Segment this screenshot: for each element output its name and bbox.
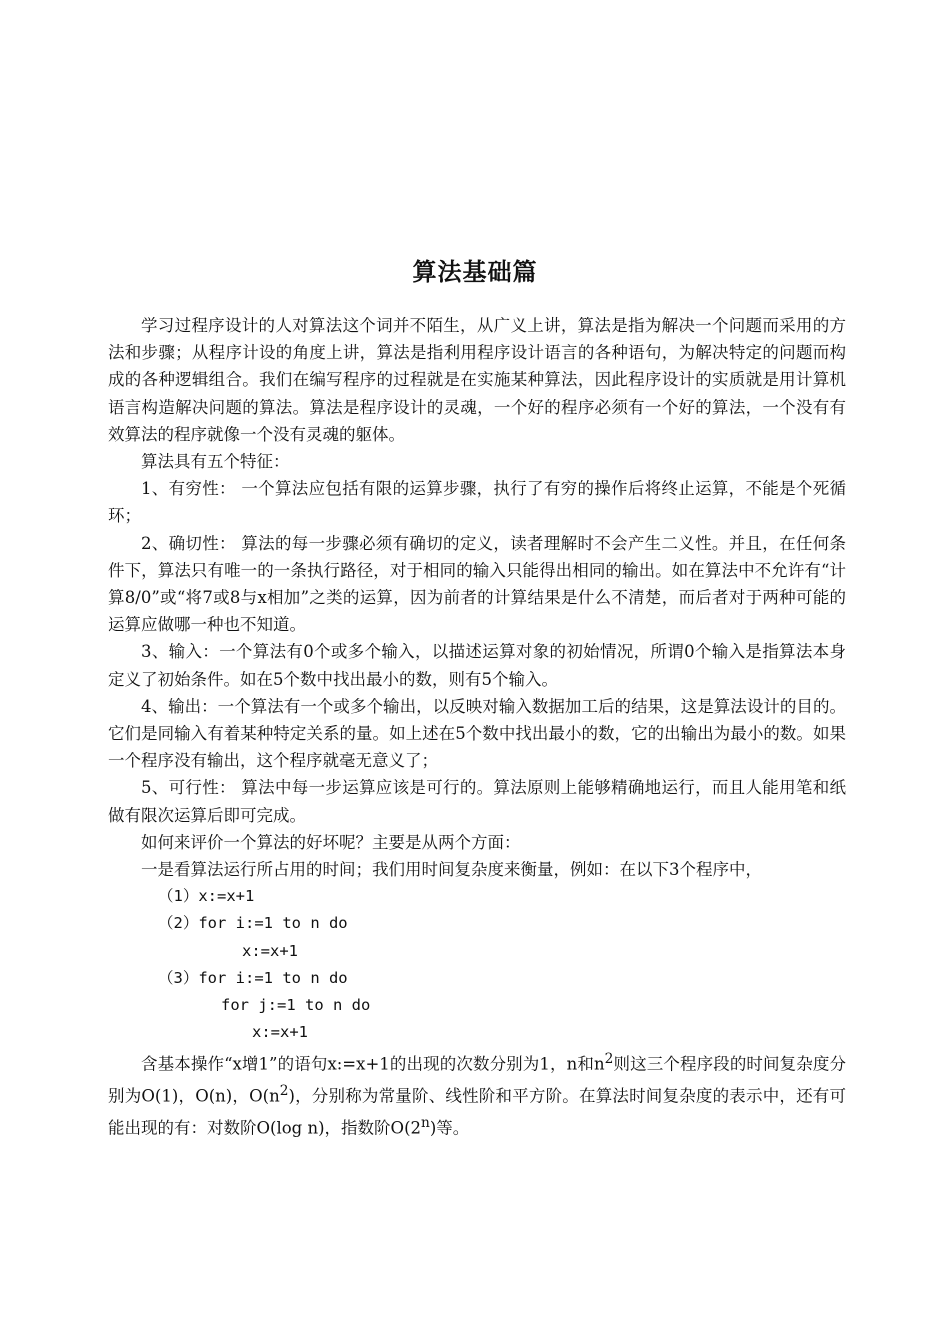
paragraph-feature-input: 3、输入：一个算法有0个或多个输入，以描述运算对象的初始情况，所谓0个输入是指算法本身定义了初始条件。如在5个数中找出最小的数，则有5个输入。 <box>108 642 846 689</box>
text-segment: 含基本操作“x增1”的语句x:=x+1的出现的次数分别为1，n和n <box>141 1054 605 1074</box>
paragraph-evaluation: 如何来评价一个算法的好坏呢？主要是从两个方面： <box>141 832 521 852</box>
code-line: （3）for i:=1 to n do <box>158 968 348 987</box>
text-segment: )等。 <box>429 1118 470 1138</box>
text-segment: )，分别称为常量阶、线性阶和平方阶。在算法时间复杂度的表示中，还有可能出现的有：对数阶O(log n)，指数阶O(2 <box>108 1086 846 1138</box>
code-line: x:=x+1 <box>252 1023 308 1042</box>
code-line: for j:=1 to n do <box>221 996 371 1015</box>
superscript: 2 <box>279 1083 289 1100</box>
text-segment: 则这三个程序段的时间复杂度分别为O(1)，O(n)，O(n <box>108 1054 847 1106</box>
paragraph-intro: 学习过程序设计的人对算法这个词并不陌生，从广义上讲，算法是指为解决一个问题而采用的方法和步骤；从程序计设的角度上讲，算法是指利用程序设计语言的各种语句，为解决特定的问题而构成的各种逻辑组合。我们在编写程序的过程就是在实施某种算法，因此程序设计的实质就是用计算机语言构造解决问题的算法。算法是程序设计的灵魂，一个好的程序必须有一个好的算法，一个没有有效算法的程序就像一个没有灵魂的躯体。 <box>108 316 846 444</box>
paragraph-complexity-summary <box>108 1046 846 1141</box>
document-title: 算法基础篇 <box>412 258 538 286</box>
superscript: n <box>421 1114 430 1131</box>
paragraph-features-heading: 算法具有五个特征： <box>141 452 290 472</box>
paragraph-time-complexity: 一是看算法运行所占用的时间；我们用时间复杂度来衡量，例如：在以下3个程序中， <box>141 860 762 880</box>
paragraph-feature-output: 4、输出：一个算法有一个或多个输出，以反映对输入数据加工后的结果，这是算法设计的目的。它们是同输入有着某种特定关系的量。如上述在5个数中找出最小的数，它的出输出为最小的数。如果一个程序没有输出，这个程序就毫无意义了； <box>108 696 846 771</box>
paragraph-feature-feasibility: 5、可行性： 算法中每一步运算应该是可行的。算法原则上能够精确地运行，而且人能用笔和纸做有限次运算后即可完成。 <box>108 778 846 825</box>
document-body <box>108 312 846 1142</box>
paragraph-feature-finiteness: 1、有穷性： 一个算法应包括有限的运算步骤，执行了有穷的操作后将终止运算，不能是个死循环； <box>108 479 846 526</box>
superscript: 2 <box>604 1051 614 1068</box>
paragraph-feature-definiteness: 2、确切性： 算法的每一步骤必须有确切的定义，读者理解时不会产生二义性。并且，在任何条件下，算法只有唯一的一条执行路径，对于相同的输入只能得出相同的输出。如在算法中不允许有“计算8/0”或“将7或8与x相加”之类的运算，因为前者的计算结果是什么不清楚，而后者对于两种可能的运算应做哪一种也不知道。 <box>108 533 846 635</box>
code-line: x:=x+1 <box>242 941 298 960</box>
code-line: （2）for i:=1 to n do <box>158 914 348 933</box>
code-line: （1）x:=x+1 <box>158 887 255 906</box>
